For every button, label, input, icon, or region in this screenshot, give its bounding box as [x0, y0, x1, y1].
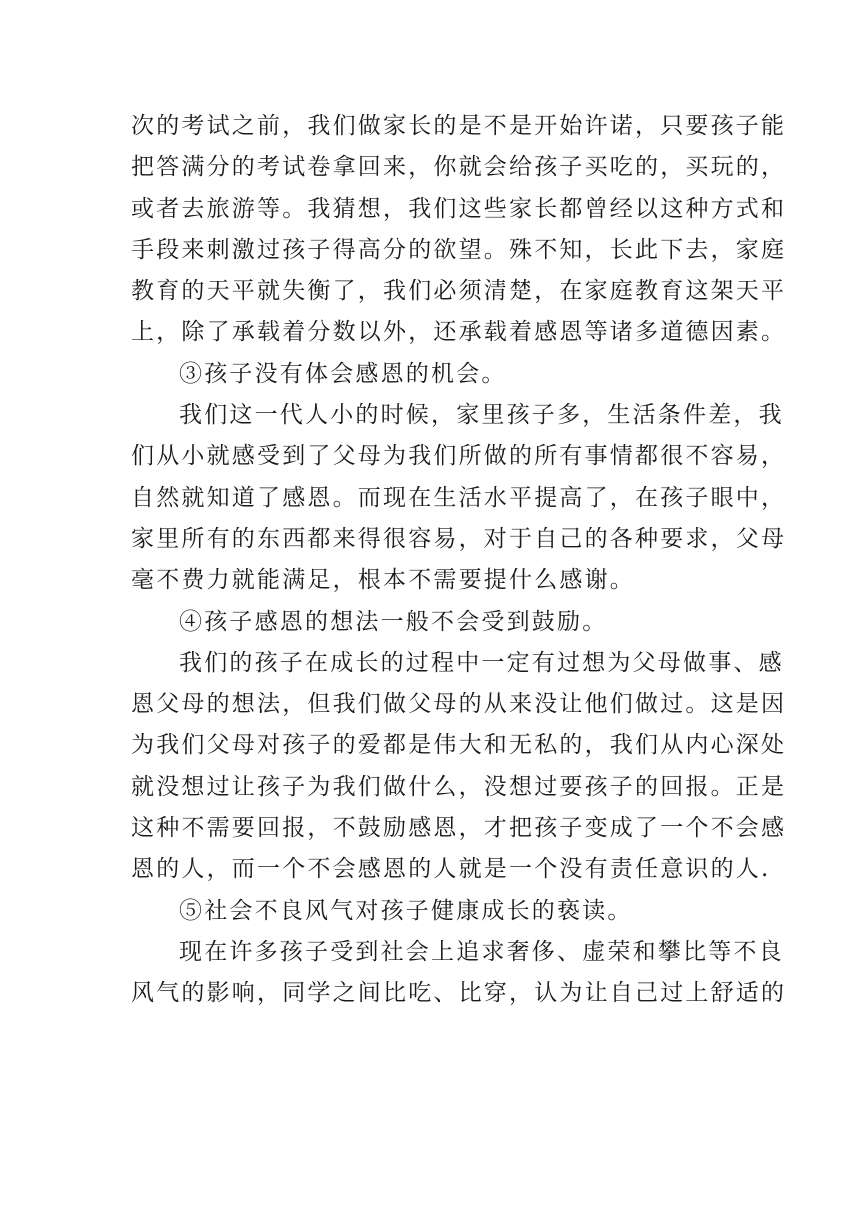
text-line: 我们的孩子在成长的过程中一定有过想为父母做事、感 — [179, 649, 784, 676]
text-line: 恩的人，而一个不会感恩的人就是一个没有责任意识的人. — [131, 856, 771, 883]
text-line: 恩父母的想法，但我们做父母的从来没让他们做过。这是因 — [131, 691, 787, 718]
document-body — [131, 106, 787, 1015]
text-line: 手段来刺激过孩子得高分的欲望。殊不知，长此下去，家庭 — [131, 236, 787, 263]
text-line: 们从小就感受到了父母为我们所做的所有事情都很不容易， — [131, 443, 787, 470]
text-line: 为我们父母对孩子的爱都是伟大和无私的，我们从内心深处 — [131, 732, 787, 759]
text-line: 教育的天平就失衡了，我们必须清楚，在家庭教育这架天平 — [131, 278, 787, 305]
text-line: 就没想过让孩子为我们做什么，没想过要孩子的回报。正是 — [131, 773, 787, 800]
text-line: ③孩子没有体会感恩的机会。 — [179, 360, 507, 387]
text-line: 自然就知道了感恩。而现在生活水平提高了，在孩子眼中， — [131, 484, 787, 511]
text-line: ⑤社会不良风气对孩子健康成长的亵读。 — [179, 897, 633, 924]
text-line: ④孩子感恩的想法一般不会受到鼓励。 — [179, 608, 608, 635]
text-line: 次的考试之前，我们做家长的是不是开始许诺，只要孩子能 — [131, 113, 787, 139]
text-line: 上，除了承载着分数以外，还承载着感恩等诸多道德因素。 — [131, 319, 787, 346]
text-line: 现在许多孩子受到社会上追求奢侈、虚荣和攀比等不良 — [179, 938, 784, 965]
text-line: 这种不需要回报，不鼓励感恩，才把孩子变成了一个不会感 — [131, 815, 787, 842]
text-line: 风气的影响，同学之间比吃、比穿，认为让自己过上舒适的 — [131, 980, 787, 1007]
text-line: 家里所有的东西都来得很容易，对于自己的各种要求，父母 — [131, 525, 787, 552]
text-line: 或者去旅游等。我猜想，我们这些家长都曾经以这种方式和 — [131, 195, 787, 222]
text-line: 毫不费力就能满足，根本不需要提什么感谢。 — [131, 567, 635, 594]
text-line: 把答满分的考试卷拿回来，你就会给孩子买吃的，买玩的， — [131, 154, 787, 181]
text-line: 我们这一代人小的时候，家里孩子多，生活条件差，我 — [179, 402, 784, 429]
